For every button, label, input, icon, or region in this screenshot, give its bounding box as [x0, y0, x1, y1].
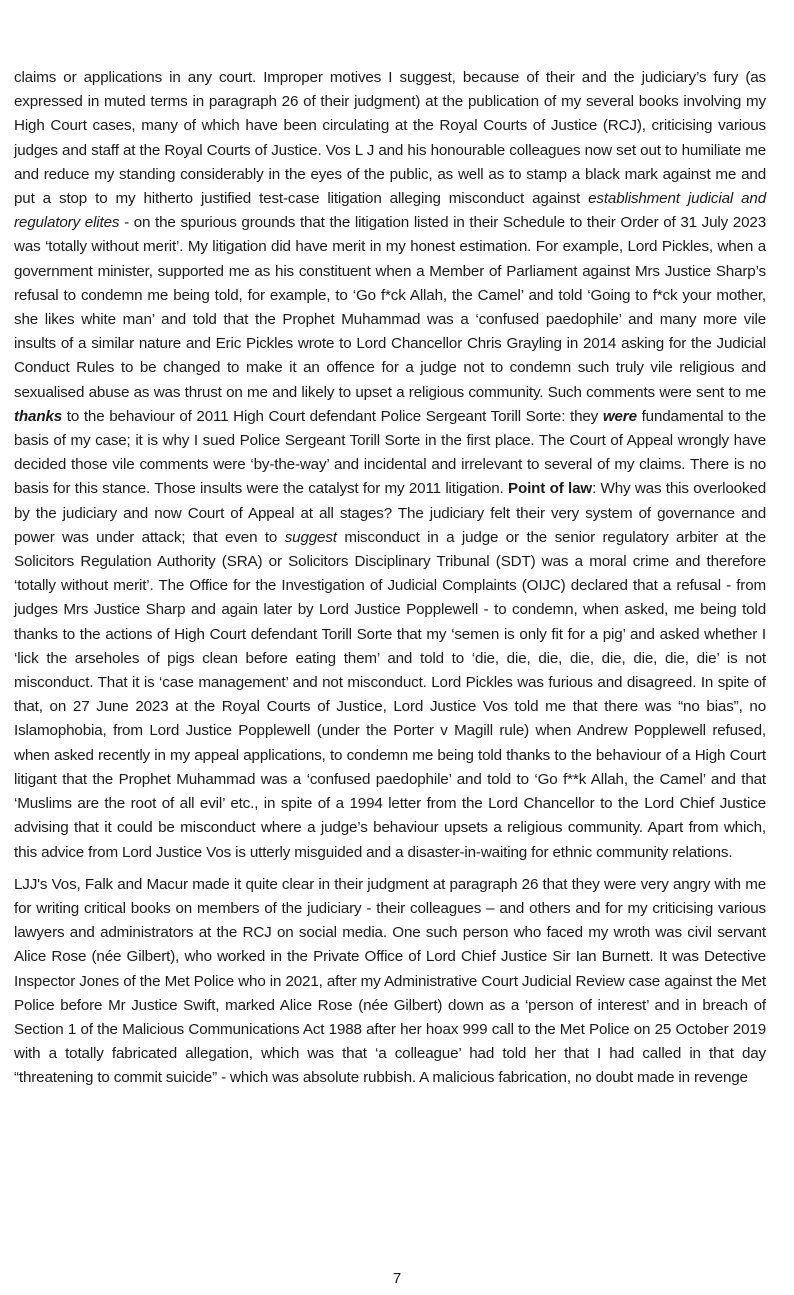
text-run: fundamental to the basis of my case; it is why I sued Police Sergeant Torill Sorte in the first place. The Court of Appeal wrongly have decided those vile comments were ‘by-the-way’ and incidental and irrelevant to several of my claims. There is no basis for this stance. Those insults were the catalyst for my 2011 litigation. [14, 407, 766, 498]
text-run: misconduct in a judge or the senior regulatory arbiter at the Solicitors Regulation Authority (SRA) or Solicitors Disciplinary Tribunal (SDT) was a moral crime and therefore ‘totally without merit’. The Office for the Investigation of Judicial Complaints (OIJC) declared that a refusal - from judges Mrs Justice Sharp and again later by Lord Justice Popplewell - to condemn, when asked, me being told thanks to the actions of High Court defendant Torill Sorte that my ‘semen is only fit for a pig’ and asked whether I ‘lick the arseholes of pigs clean before eating them’ and told to ‘die, die, die, die, die, die, die, die’ is not misconduct. That it is ‘case management’ and not misconduct. Lord Pickles was furious and disagreed. In spite of that, on 27 June 2023 at the Royal Courts of Justice, Lord Justice Vos told me that there was “no bias”, no Islamophobia, from Lord Justice Popplewell (under the Porter v Magill rule) when Andrew Popplewell refused, when asked recently in my appeal applications, to condemn me being told thanks to the behaviour of a High Court litigant that the Prophet Muhammad was a ‘confused paedophile’ and told to ‘Go f**k Allah, the Camel’ and that ‘Muslims are the root of all evil’ etc., in spite of a 1994 letter from the Lord Chancellor to the Lord Chief Justice advising that it could be misconduct where a judge’s behaviour upsets a religious community. Apart from which, this advice from Lord Justice Vos is utterly misguided and a disaster-in-waiting for ethnic community relations. [14, 528, 766, 861]
text-run: establishment judicial and regulatory elites [14, 190, 767, 232]
paragraph-2 [14, 873, 766, 1091]
text-run: - on the spurious grounds that the litigation listed in their Schedule to their Order of 31 July 2023 was ‘totally without merit’. My litigation did have merit in my honest estimation. For example, Lord Pickles, when a government minister, supported me as his constituent when a Member of Parliament against Mrs Justice Sharp’s refusal to condemn me being told, for example, to ‘Go f*ck Allah, the Camel’ and told ‘Going to f*ck your mother, she likes white man’ and told that the Prophet Muhammad was a ‘confused paedophile’ and many more vile insults of a similar nature and Eric Pickles wrote to Lord Chancellor Chris Grayling in 2014 asking for the Judicial Conduct Rules to be changed to make it an offence for a judge not to condemn such truly vile religious and sexualised abuse as was thrust on me and likely to upset a religious community. Such comments were sent to me [14, 214, 766, 401]
paragraph-1 [14, 66, 766, 865]
text-run: suggest [284, 528, 337, 546]
text-run: Point of law [508, 480, 593, 498]
text-run: were [602, 407, 637, 425]
text-run: to the behaviour of 2011 High Court defendant Police Sergeant Torill Sorte: they [62, 407, 603, 425]
text-run: claims or applications in any court. Improper motives I suggest, because of their and the judiciary’s fury (as expressed in muted terms in paragraph 26 of their judgment) at the publication of my several books involving my High Court cases, many of which have been circulating at the Royal Courts of Justice (RCJ), criticising various judges and staff at the Royal Courts of Justice. Vos L J and his honourable colleagues now set out to humiliate me and reduce my standing considerably in the eyes of the public, as well as to stamp a black mark against me and put a stop to my hitherto justified test-case litigation alleging misconduct against [14, 69, 766, 208]
page-number: 7 [392, 1270, 402, 1287]
document-body [14, 66, 766, 1091]
text-run: : Why was this overlooked by the judiciary and now Court of Appeal at all stages? The judiciary felt their very system of governance and power was under attack; that even to [14, 480, 766, 546]
text-run: LJJ's Vos, Falk and Macur made it quite clear in their judgment at paragraph 26 that they were very angry with me for writing critical books on members of the judiciary - their colleagues – and others and for my criticising various lawyers and administrators at the RCJ on social media. One such person who faced my wroth was civil servant Alice Rose (née Gilbert), who worked in the Private Office of Lord Chief Justice Sir Ian Burnett. It was Detective Inspector Jones of the Met Police who in 2021, after my Administrative Court Judicial Review case against the Met Police before Mr Justice Swift, marked Alice Rose (née Gilbert) down as a ‘person of interest’ and in breach of Section 1 of the Malicious Communications Act 1988 after her hoax 999 call to the Met Police on 25 October 2019 with a totally fabricated allegation, which was that ‘a colleague’ had told her that I had called in that day “threatening to commit suicide” - which was absolute rubbish. A malicious fabrication, no doubt made in revenge [14, 875, 766, 1087]
text-run: thanks [14, 407, 63, 425]
